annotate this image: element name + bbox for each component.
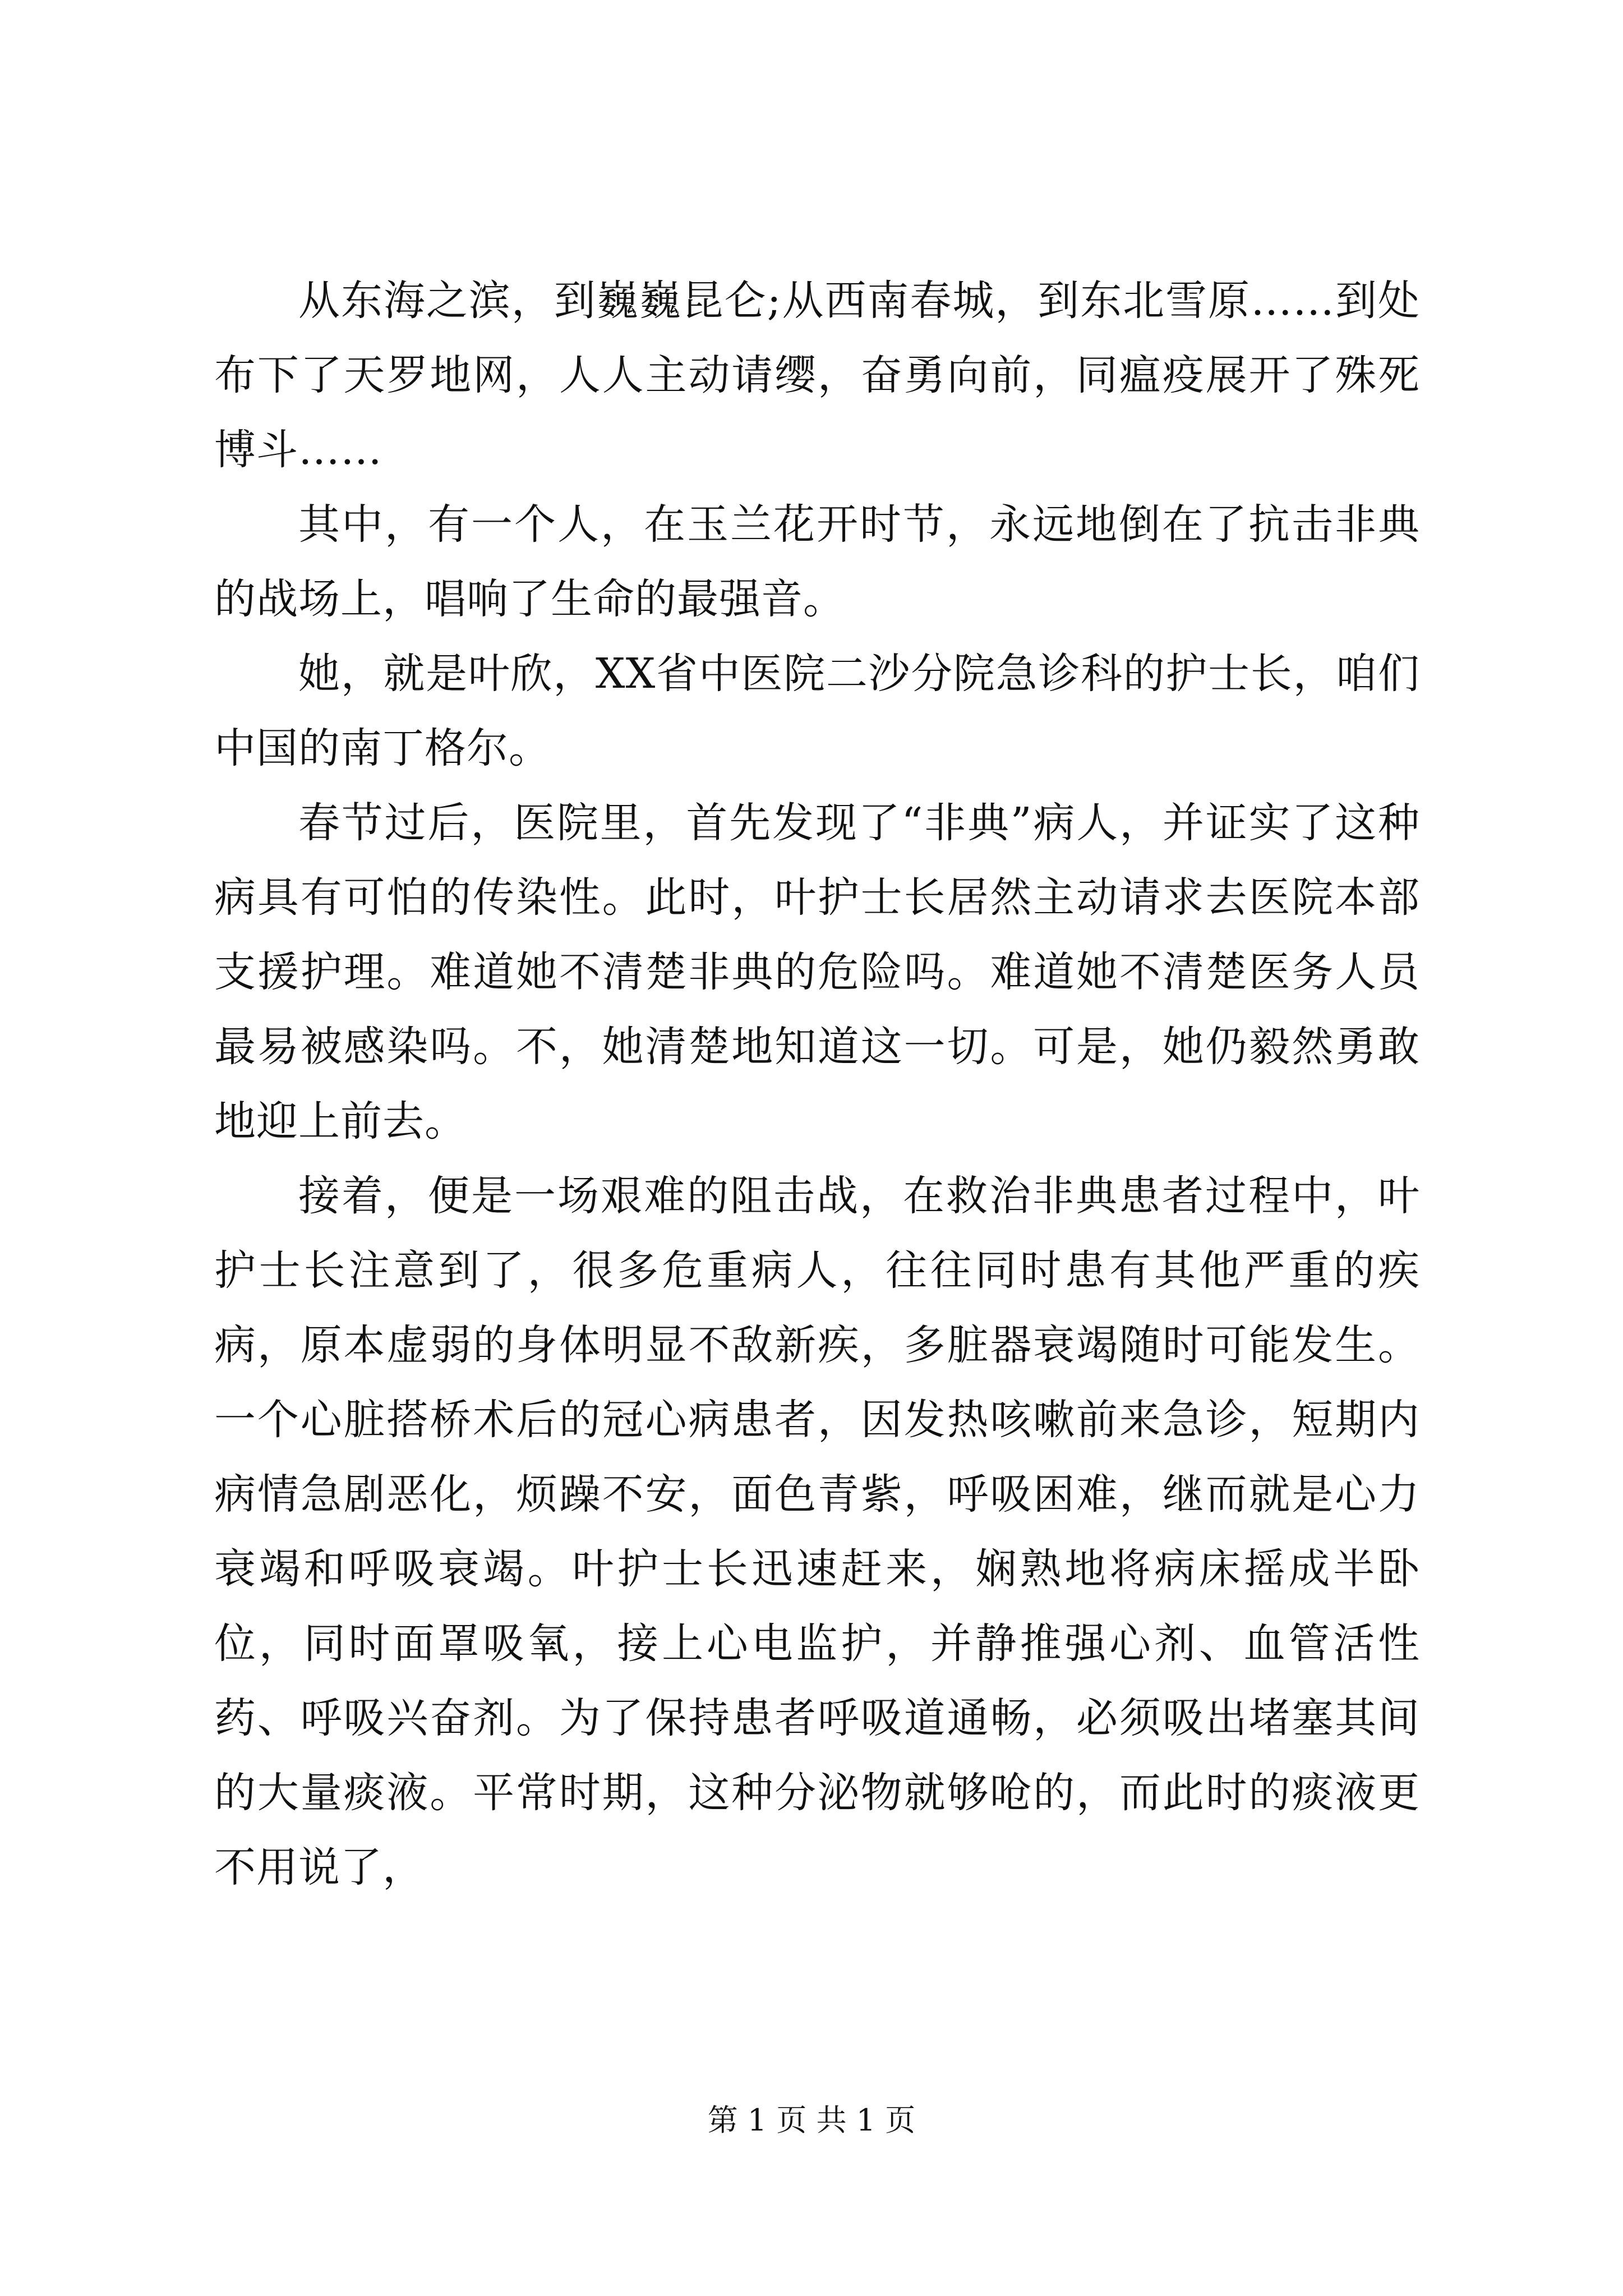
paragraph-4: 春节过后，医院里，首先发现了“非典”病人，并证实了这种病具有可怕的传染性。此时，叶护士长居然主动请求去医院本部支援护理。难道她不清楚非典的危险吗。难道她不清楚医务人员最易被感染吗。不，她清楚地知道这一切。可是，她仍毅然勇敢地迎上前去。 <box>214 799 1420 1145</box>
paragraph-1: 从东海之滨，到巍巍昆仑;从西南春城，到东北雪原……到处布下了天罗地网，人人主动请缨，奋勇向前，同瘟疫展开了殊死博斗…… <box>214 277 1420 474</box>
paragraph-3: 她，就是叶欣，XX省中医院二沙分院急诊科的护士长，咱们中国的南丁格尔。 <box>214 650 1420 772</box>
page-footer: 第 1 页 共 1 页 <box>707 2102 916 2138</box>
paragraph-5: 接着，便是一场艰难的阻击战，在救治非典患者过程中，叶护士长注意到了，很多危重病人，往往同时患有其他严重的疾病，原本虚弱的身体明显不敌新疾，多脏器衰竭随时可能发生。一个心脏搭桥术后的冠心病患者，因发热咳嗽前来急诊，短期内病情急剧恶化，烦躁不安，面色青紫，呼吸困难，继而就是心力衰竭和呼吸衰竭。叶护士长迅速赶来，娴熟地将病床摇成半卧位，同时面罩吸氧，接上心电监护，并静推强心剂、血管活性药、呼吸兴奋剂。为了保持患者呼吸道通畅，必须吸出堵塞其间的大量痰液。平常时期，这种分泌物就够呛的，而此时的痰液更不用说了， <box>214 1172 1420 1892</box>
document-body <box>214 264 1420 1905</box>
paragraph-2: 其中，有一个人，在玉兰花开时节，永远地倒在了抗击非典的战场上，唱响了生命的最强音。 <box>214 500 1420 623</box>
